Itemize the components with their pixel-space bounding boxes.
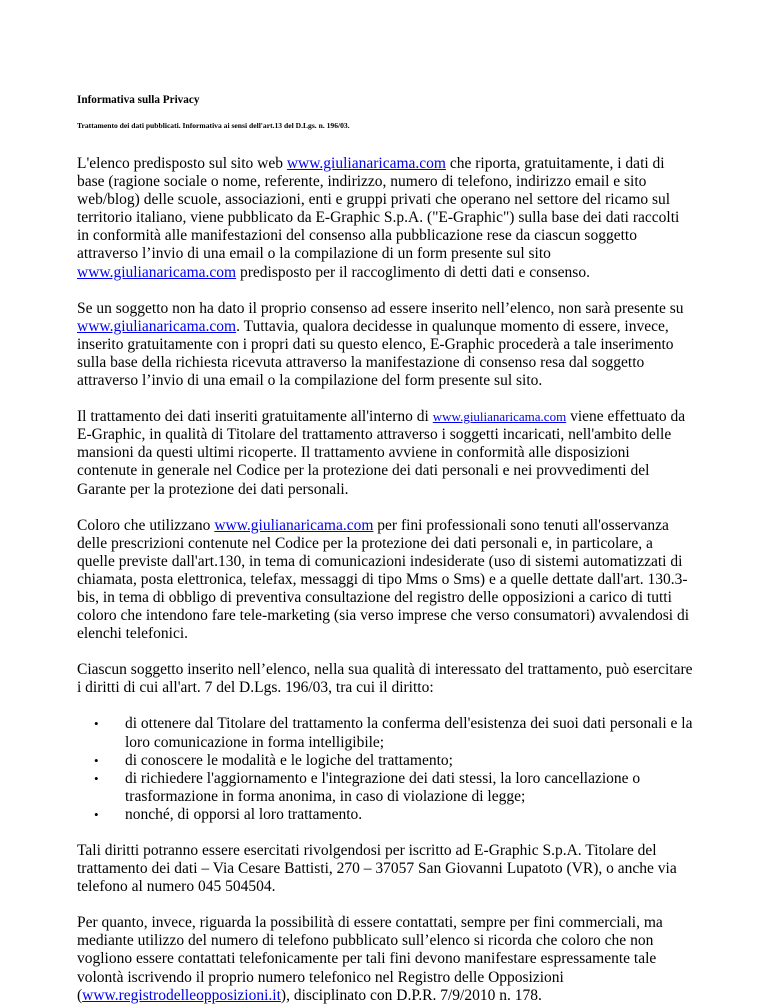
- paragraph-6: Tali diritti potranno essere esercitati rivolgendosi per iscritto ad E-Graphic S.p.A. Titolare del trattamento dei dati – Via Cesare Battisti, 270 – 37057 San Giovanni Lupatoto (VR), o anche via telefono al numero 045 504504.: [77, 842, 677, 896]
- paragraph-7: [77, 914, 693, 1004]
- paragraph-1-text-c: predisposto per il raccoglimento di detti dati e consenso.: [236, 263, 590, 281]
- paragraph-2: [77, 300, 693, 390]
- page-title: Informativa sulla Privacy: [77, 94, 200, 106]
- list-item: [77, 752, 693, 770]
- list-item: [77, 806, 693, 824]
- paragraph-7-text-b: ), disciplinato con D.P.R. 7/9/2010 n. 178.: [280, 986, 542, 1004]
- paragraph-2-text-b: . Tuttavia, qualora decidesse in qualunque momento di essere, invece, inserito gratuitamente con i propri dati su questo elenco, E-Graphic procederà a tale inserimento sulla base della richiesta ricevuta attraverso la manifestazione di consenso resa dal soggetto attraverso l’invio di una email o la compilazione del form presente sul sito.: [77, 317, 674, 390]
- paragraph-1-text-b: che riporta, gratuitamente, i dati di base (ragione sociale o nome, referente, indirizzo, numero di telefono, indirizzo email e sito web/blog) delle scuole, associazioni, enti e gruppi privati che operano nel settore del ricamo sul territorio italiano, viene pubblicato da E-Graphic S.p.A. ("E-Graphic") sulla base dei dati raccolti in conformità alle manifestazioni del consenso alla pubblicazione rese da ciascun soggetto attraverso l’invio di una email o la compilazione di un form presente sul sito: [77, 155, 680, 263]
- bullet-icon: •: [94, 716, 99, 732]
- paragraph-4-text-a: Coloro che utilizzano: [77, 516, 215, 534]
- page-subtitle: Trattamento dei dati pubblicati. Informativa ai sensi dell'art.13 del D.Lgs. n. 196/03.: [77, 121, 350, 130]
- bullet-icon: •: [94, 752, 99, 768]
- paragraph-3-text-a: Il trattamento dei dati inseriti gratuitamente all'interno di: [77, 408, 433, 426]
- list-item: [77, 770, 693, 806]
- paragraph-3: [77, 408, 693, 498]
- list-item-text: di ottenere dal Titolare del trattamento la conferma dell'esistenza dei suoi dati personali e la loro comunicazione in forma intelligibile;: [125, 715, 693, 751]
- paragraph-5: Ciascun soggetto inserito nell’elenco, nella sua qualità di interessato del trattamento, può esercitare i diritti di cui all'art. 7 del D.Lgs. 196/03, tra cui il diritto:: [77, 661, 693, 697]
- paragraph-7-text-a: Per quanto, invece, riguarda la possibilità di essere contattati, sempre per fini commerciali, ma mediante utilizzo del numero di telefono pubblicato sull’elenco si ricorda che coloro che non vogliono essere contattati telefonicamente per tali fini devono manifestare espressamente tale volontà iscrivendo il proprio numero telefonico nel Registro delle Opposizioni (: [77, 914, 663, 1004]
- list-item-text: di conoscere le modalità e le logiche del trattamento;: [125, 751, 453, 769]
- list-item-text: di richiedere l'aggiornamento e l'integrazione dei dati stessi, la loro cancellazione o trasformazione in forma anonima, in caso di violazione di legge;: [125, 769, 641, 805]
- list-item: [77, 715, 693, 751]
- paragraph-2-text-a: Se un soggetto non ha dato il proprio consenso ad essere inserito nell’elenco, non sarà presente su: [77, 299, 684, 317]
- site-link[interactable]: www.giulianaricama.com: [432, 409, 567, 425]
- list-item-text: nonché, di opporsi al loro trattamento.: [125, 805, 363, 823]
- site-link[interactable]: www.giulianaricama.com: [77, 263, 237, 281]
- document-page: [77, 93, 693, 1005]
- bullet-icon: •: [94, 806, 99, 822]
- paragraph-4: [77, 517, 693, 644]
- site-link[interactable]: www.giulianaricama.com: [77, 317, 237, 335]
- bullet-icon: •: [94, 770, 99, 786]
- paragraph-3-text-b: viene effettuato da E-Graphic, in qualità di Titolare del trattamento attraverso i soggetti incaricati, nell'ambito delle mansioni da questi ultimi ricoperte. Il trattamento avviene in conformità alle disposizioni contenute in generale nel Codice per la protezione dei dati personali e nei provvedimenti del Garante per la protezione dei dati personali.: [77, 408, 686, 498]
- paragraph-4-text-b: per fini professionali sono tenuti all'osservanza delle prescrizioni contenute nel Codice per la protezione dei dati personali e, in particolare, a quelle previste dall'art.130, in tema di comunicazioni indesiderate (uso di sistemi automatizzati di chiamata, posta elettronica, telefax, messaggi di tipo Mms o Sms) e a quelle dettate dall'art. 130.3-bis, in tema di obbligo di preventiva consultazione del registro delle opposizioni a carico di tutti coloro che intendono fare tele-marketing (sia verso imprese che verso consumatori) avvalendosi di elenchi telefonici.: [77, 516, 690, 643]
- paragraph-1: [77, 155, 693, 282]
- registry-link[interactable]: www.registrodelleopposizioni.it: [82, 986, 281, 1004]
- site-link[interactable]: www.giulianaricama.com: [214, 516, 374, 534]
- paragraph-1-text-a: L'elenco predisposto sul sito web: [77, 155, 287, 172]
- rights-list: [77, 715, 693, 824]
- site-link[interactable]: www.giulianaricama.com: [286, 155, 446, 172]
